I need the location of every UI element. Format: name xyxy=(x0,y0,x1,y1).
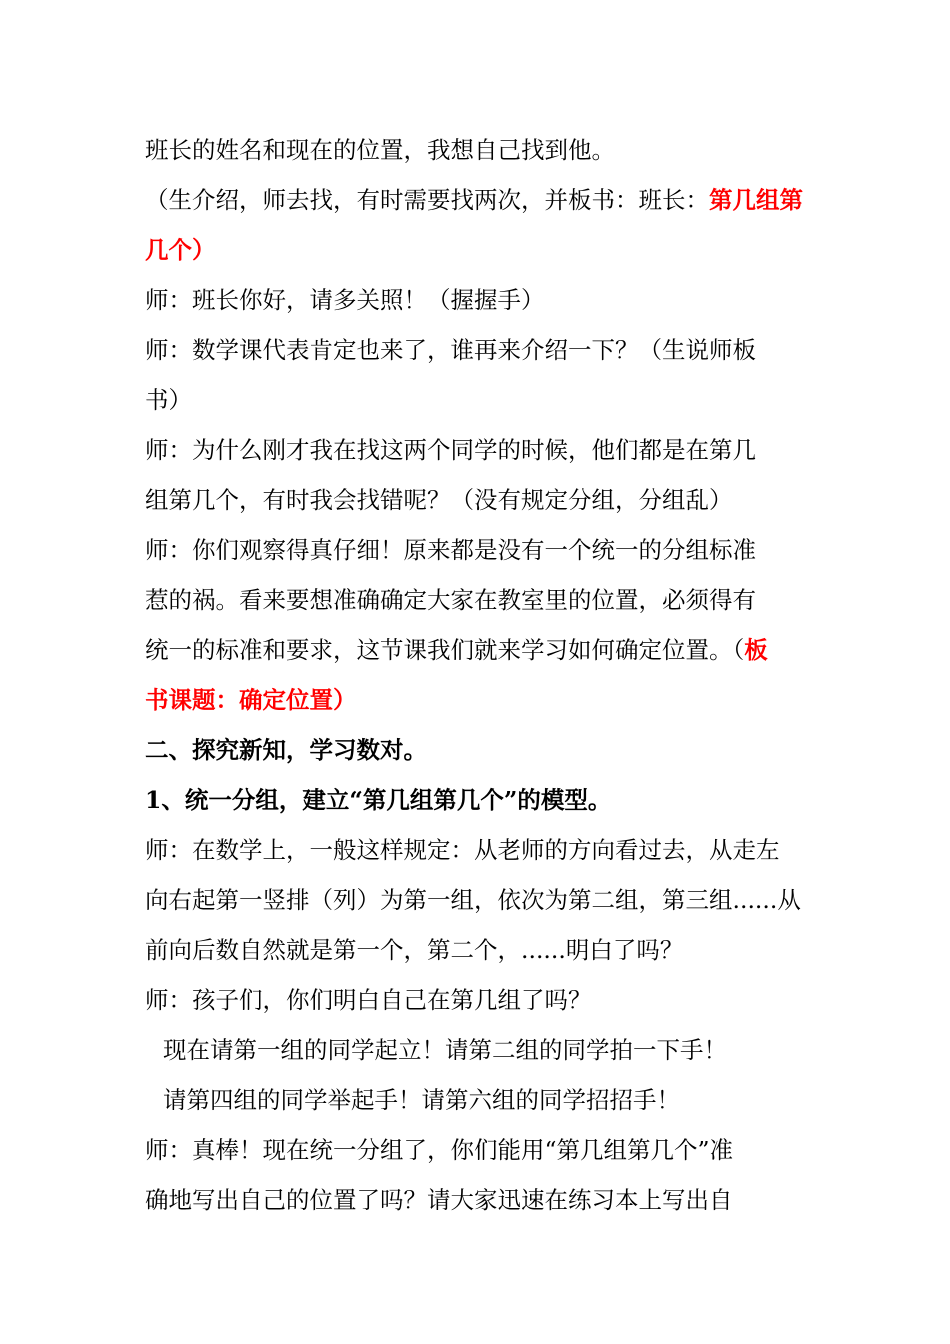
text-line: 师：为什么刚才我在找这两个同学的时候，他们都是在第几 xyxy=(145,436,756,464)
text-line: 确地写出自己的位置了吗？请大家迅速在练习本上写出自 xyxy=(145,1186,733,1214)
text-line: 师：在数学上，一般这样规定：从老师的方向看过去，从走左 xyxy=(145,836,780,864)
text-line: 组第几个，有时我会找错呢？（没有规定分组，分组乱） xyxy=(145,486,733,514)
subsection-heading: 1、统一分组，建立“第几组第几个”的模型。 xyxy=(145,786,612,814)
section-heading: 二、探究新知，学习数对。 xyxy=(145,736,427,764)
document-body xyxy=(145,125,810,1225)
highlight-text: 板 xyxy=(744,636,768,664)
text-line: 前向后数自然就是第一个，第二个，......明白了吗？ xyxy=(145,936,684,964)
text-line: 惹的祸。看来要想准确确定大家在教室里的位置，必须得有 xyxy=(145,586,756,614)
text-line xyxy=(145,675,810,725)
text-line: 师：数学课代表肯定也来了，谁再来介绍一下？（生说师板 xyxy=(145,336,756,364)
highlight-text: 几个） xyxy=(145,236,216,264)
text-line: 师：真棒！现在统一分组了，你们能用“第几组第几个”准 xyxy=(145,1136,734,1164)
text-line: 统一的标准和要求，这节课我们就来学习如何确定位置。（板 xyxy=(145,636,768,664)
text-line: 师：孩子们，你们明白自己在第几组了吗？ xyxy=(145,986,592,1014)
text-line: 班长的姓名和现在的位置，我想自己找到他。 xyxy=(145,136,615,164)
highlight-text: 第几组第 xyxy=(709,186,803,214)
text-line: 师：你们观察得真仔细！原来都是没有一个统一的分组标准 xyxy=(145,536,756,564)
text-line xyxy=(145,225,810,275)
highlight-text: 书课题：确定位置） xyxy=(145,686,357,714)
text-line: （生介绍，师去找，有时需要找两次，并板书：班长：第几组第 xyxy=(145,186,803,214)
text-line: 书） xyxy=(145,386,192,414)
text-line: 现在请第一组的同学起立！请第二组的同学拍一下手！ xyxy=(163,1036,727,1064)
text-line: 请第四组的同学举起手！请第六组的同学招招手！ xyxy=(163,1086,680,1114)
text-line: 师：班长你好，请多关照！（握握手） xyxy=(145,286,545,314)
text-line: 向右起第一竖排（列）为第一组，依次为第二组，第三组......从 xyxy=(145,886,801,914)
